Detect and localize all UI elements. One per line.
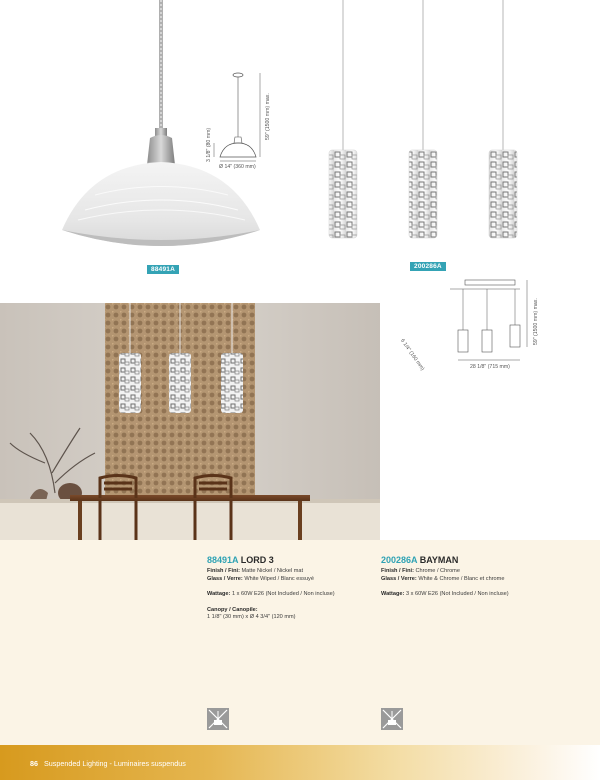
product-name: LORD 3: [240, 555, 274, 565]
bayman-height-dimension: 59" (1500 mm) max.: [533, 298, 539, 345]
page-number: 86: [30, 759, 38, 768]
lord-code-badge: 88491A: [147, 265, 179, 274]
bayman-width-dimension: 28 1/8" (715 mm): [470, 364, 510, 370]
bayman-pendant-image: [310, 0, 540, 265]
section-title: Suspended Lighting - Luminaires suspendus: [44, 759, 186, 768]
product-showcase: [0, 0, 600, 372]
product-lord-3: [207, 555, 397, 622]
product-code: 200286A: [381, 555, 418, 565]
lord-width-dimension: Ø 14" (360 mm): [219, 164, 256, 170]
room-photo: [0, 303, 380, 540]
lamp-symbol-icon: [207, 708, 229, 730]
product-title: [207, 555, 397, 565]
product-bayman: [381, 555, 571, 599]
product-name: BAYMAN: [419, 555, 459, 565]
bayman-dimension-drawing: [445, 275, 535, 370]
wattage-line: Wattage: 3 x 60W E26 (Not Included / Non incluse): [381, 591, 509, 598]
canopy-label: Canopy / Canopile:: [207, 606, 258, 613]
finish-line: Finish / Fini: Chrome / Chrome: [381, 568, 460, 574]
specifications-panel: [0, 540, 600, 745]
glass-line: Glass / Verre: White Wiped / Blanc essuyé: [207, 575, 314, 582]
page-footer: [0, 745, 600, 780]
finish-line: Finish / Fini: Matte Nickel / Nickel mat: [207, 568, 304, 574]
lord-side-dimension: 3 1/8" (80 mm): [206, 127, 212, 162]
product-code: 88491A: [207, 555, 239, 565]
canopy-value: 1 1/8" (30 mm) x Ø 4 3/4" (120 mm): [207, 614, 296, 621]
bayman-code-badge: 200286A: [410, 262, 446, 271]
footer-text: [30, 759, 186, 768]
bayman-side-dimension: 6 1/4" (160 mm): [399, 338, 426, 372]
lord-height-dimension: 59" (1500 mm) max.: [265, 93, 271, 140]
product-title: [381, 555, 571, 565]
lamp-symbol-icon: [381, 708, 403, 730]
wattage-line: Wattage: 1 x 60W E26 (Not Included / Non incluse): [207, 591, 335, 598]
glass-line: Glass / Verre: White & Chrome / Blanc et chrome: [381, 575, 505, 582]
